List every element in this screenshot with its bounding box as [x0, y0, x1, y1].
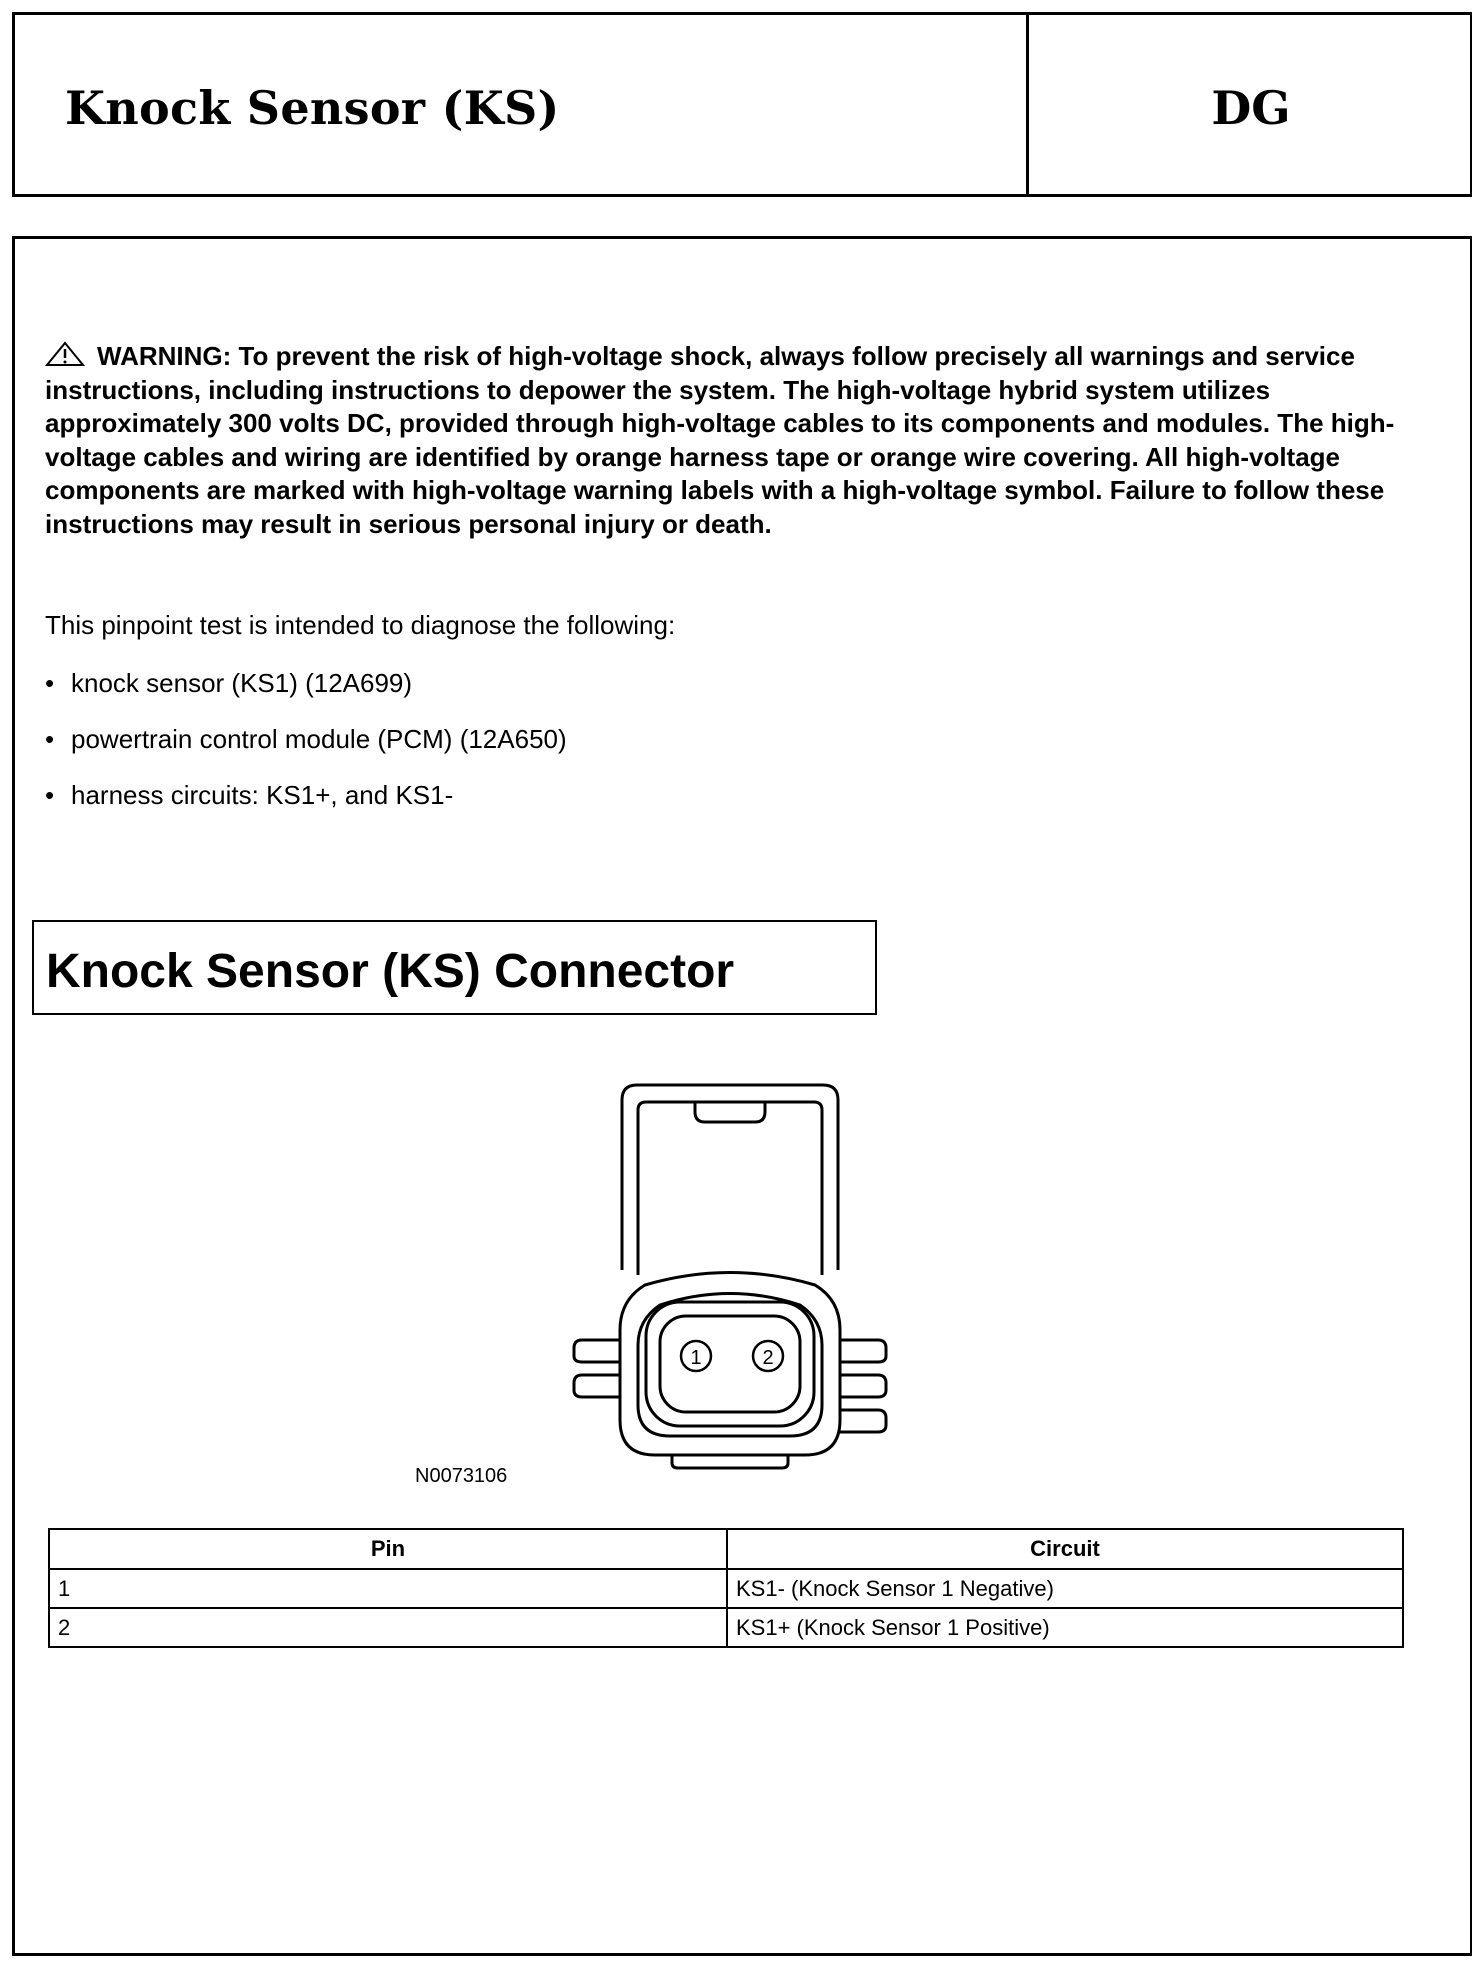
- connector-cavity-inner: [660, 1316, 800, 1412]
- warning-text: WARNING: To prevent the risk of high-voltage shock, always follow precisely all warnings and service instructions, including instructions to depower the system. The high-voltage hybrid system utilizes approximately 300 volts DC, provided through high-voltage cables to its components and modules. The high-voltage cables and wiring are identified by orange harness tape or orange wire covering. All high-voltage components are marked with high-voltage warning labels with a high-voltage symbol. Failure to follow these instructions may result in serious personal injury or death.: [45, 341, 1395, 539]
- circuit-cell: KS1+ (Knock Sensor 1 Positive): [727, 1608, 1403, 1647]
- figure-id: N0073106: [415, 1465, 508, 1487]
- section-title: Knock Sensor (KS) Connector: [46, 945, 735, 998]
- pin-table: [48, 1528, 1404, 1648]
- section-title-box: [32, 920, 877, 1015]
- pin-cell: 1: [49, 1569, 727, 1608]
- column-header-pin: Pin: [49, 1529, 727, 1569]
- connector-left-tab-upper: [574, 1340, 620, 1362]
- warning-block: [45, 340, 1445, 541]
- section-code: DG: [1211, 81, 1291, 135]
- circuit-cell: KS1- (Knock Sensor 1 Negative): [727, 1569, 1403, 1608]
- connector-right-tab-middle: [840, 1375, 886, 1397]
- pin-1-label: 1: [690, 1347, 702, 1369]
- pin-cell: 2: [49, 1608, 727, 1647]
- pin-2-label: 2: [762, 1347, 774, 1369]
- connector-latch-tab: [695, 1102, 765, 1122]
- table-row: [49, 1569, 1403, 1608]
- connector-body-outer: [620, 1273, 840, 1456]
- connector-bottom-key: [672, 1455, 788, 1468]
- connector-right-tab-lower: [840, 1410, 886, 1432]
- list-item: • harness circuits: KS1+, and KS1-: [45, 780, 567, 836]
- column-header-circuit: Circuit: [727, 1529, 1403, 1569]
- warning-triangle-icon: [45, 341, 85, 367]
- connector-right-tab-upper: [840, 1340, 886, 1362]
- table-row: [49, 1608, 1403, 1647]
- table-header-row: [49, 1529, 1403, 1569]
- list-item: • powertrain control module (PCM) (12A650): [45, 724, 567, 780]
- list-item: • knock sensor (KS1) (12A699): [45, 668, 567, 724]
- connector-latch-inner: [638, 1102, 822, 1275]
- header-box: [12, 12, 1472, 197]
- connector-latch-outer: [622, 1085, 838, 1270]
- connector-left-tab-lower: [574, 1375, 620, 1397]
- diagnose-list: [45, 668, 567, 836]
- page-title: Knock Sensor (KS): [65, 81, 560, 135]
- intro-text: This pinpoint test is intended to diagnose the following:: [45, 610, 676, 640]
- connector-diagram: [560, 1070, 900, 1470]
